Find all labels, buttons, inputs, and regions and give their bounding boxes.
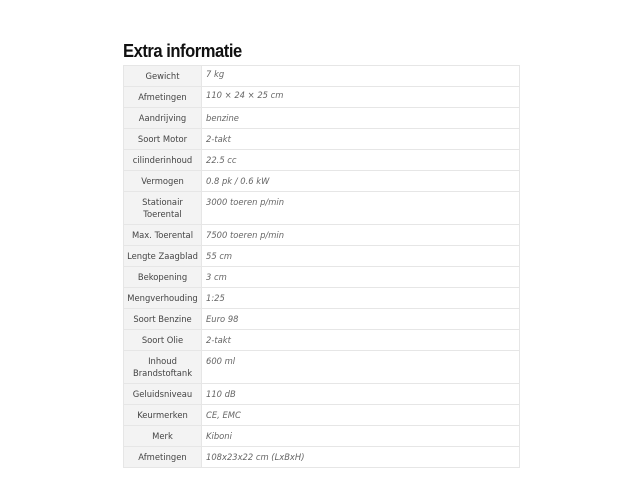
table-row [124,108,520,129]
spec-label: Lengte Zaagblad [124,246,202,267]
table-row [124,288,520,309]
spec-label: Soort Benzine [124,309,202,330]
spec-label: Max. Toerental [124,225,202,246]
section-title: Extra informatie [123,41,242,61]
table-row [124,192,520,225]
spec-value: 2-takt [202,330,520,351]
table-row [124,267,520,288]
table-row [124,129,520,150]
spec-label: Merk [124,426,202,447]
spec-value: 110 dB [202,384,520,405]
spec-label: Soort Olie [124,330,202,351]
spec-value: 3000 toeren p/min [202,192,520,225]
spec-value: 7 kg [202,66,520,87]
table-row [124,351,520,384]
spec-label: Keurmerken [124,405,202,426]
spec-label: cilinderinhoud [124,150,202,171]
spec-value: 55 cm [202,246,520,267]
spec-value: Kiboni [202,426,520,447]
spec-value: 2-takt [202,129,520,150]
table-row [124,87,520,108]
spec-value: 110 × 24 × 25 cm [202,87,520,108]
spec-value: CE, EMC [202,405,520,426]
table-row [124,309,520,330]
table-row [124,426,520,447]
table-row [124,171,520,192]
spec-label: Afmetingen [124,87,202,108]
table-row [124,330,520,351]
spec-label: Vermogen [124,171,202,192]
spec-label: Geluidsniveau [124,384,202,405]
spec-label: Bekopening [124,267,202,288]
spec-label: Mengverhouding [124,288,202,309]
spec-label: Aandrijving [124,108,202,129]
table-row [124,150,520,171]
table-row [124,225,520,246]
spec-label: Gewicht [124,66,202,87]
spec-value: 7500 toeren p/min [202,225,520,246]
spec-value: 0.8 pk / 0.6 kW [202,171,520,192]
table-row [124,447,520,468]
spec-label: Afmetingen [124,447,202,468]
spec-value: 600 ml [202,351,520,384]
table-row [124,246,520,267]
spec-value: Euro 98 [202,309,520,330]
specifications-table [123,65,520,468]
spec-label: Soort Motor [124,129,202,150]
spec-value: 108x23x22 cm (LxBxH) [202,447,520,468]
spec-value: 1:25 [202,288,520,309]
table-row [124,405,520,426]
spec-value: benzine [202,108,520,129]
spec-value: 3 cm [202,267,520,288]
spec-label: Stationair Toerental [124,192,202,225]
spec-value: 22.5 cc [202,150,520,171]
table-row [124,66,520,87]
table-row [124,384,520,405]
spec-label: Inhoud Brandstoftank [124,351,202,384]
